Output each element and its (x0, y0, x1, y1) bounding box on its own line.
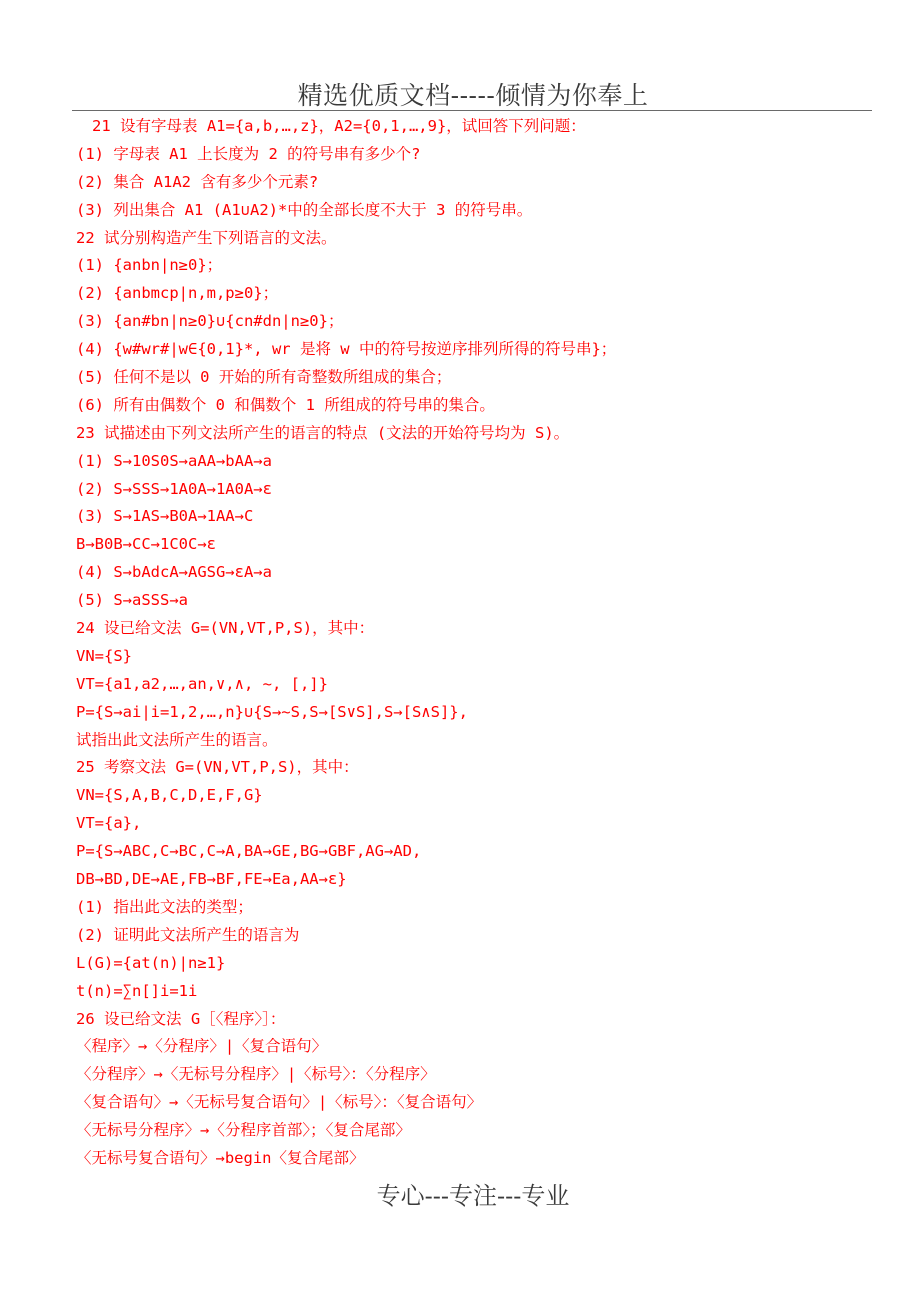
header-divider (72, 110, 872, 111)
text-line: (1) {anbn|n≥0}； (76, 256, 223, 275)
text-line: (5) S→aSSS→a (76, 591, 188, 610)
question-24-line: 24 设已给文法 G=(VN,VT,P,S)，其中： (76, 619, 375, 638)
text-line: 〈分程序〉→〈无标号分程序〉|〈标号〉：〈分程序〉 (76, 1065, 436, 1084)
text-line: DB→BD,DE→AE,FB→BF,FE→Ea,AA→ε} (76, 870, 347, 889)
text-line: VN={S} (76, 646, 132, 665)
text-line: VN={S,A,B,C,D,E,F,G} (76, 786, 263, 805)
question-25-line: 25 考察文法 G=(VN,VT,P,S)，其中： (76, 758, 359, 777)
text-line: t(n)=∑n[]i=1i (76, 981, 198, 1000)
text-line: 〈复合语句〉→〈无标号复合语句〉|〈标号〉：〈复合语句〉 (76, 1093, 483, 1112)
text-line: P={S→ai|i=1,2,…,n}∪{S→~S,S→[S∨S],S→[S∧S]}, (76, 702, 468, 721)
text-line: (2) S→SSS→1A0A→1A0A→ε (76, 479, 272, 498)
question-26-line: 26 设已给文法 G［〈程序〉］： (76, 1009, 286, 1028)
text-line: (4) S→bAdcA→AGSG→εA→a (76, 563, 272, 582)
question-23-line: 23 试描述由下列文法所产生的语言的特点 (文法的开始符号均为 S)。 (76, 423, 570, 442)
text-line: 〈程序〉→〈分程序〉|〈复合语句〉 (76, 1037, 328, 1056)
document-body (76, 113, 876, 1173)
text-line: (2) {anbmcp|n,m,p≥0}； (76, 284, 279, 303)
text-line: (2) 集合 A1A2 含有多少个元素? (76, 172, 319, 191)
text-line: B→B0B→CC→1C0C→ε (76, 535, 216, 554)
text-line: (4) {w#wr#|w∈{0,1}*, wr 是将 w 中的符号按逆序排列所得的符号串}； (76, 340, 617, 359)
text-line: (3) {an#bn|n≥0}∪{cn#dn|n≥0}； (76, 312, 344, 331)
text-line: (1) 指出此文法的类型； (76, 897, 253, 916)
text-line: L(G)={at(n)|n≥1} (76, 953, 226, 972)
text-line: (2) 证明此文法所产生的语言为 (76, 925, 300, 944)
text-line: (3) 列出集合 A1 (A1∪A2)*中的全部长度不大于 3 的符号串。 (76, 200, 533, 219)
text-line: 试指出此文法所产生的语言。 (76, 730, 278, 749)
page-header: 精选优质文档-----倾情为你奉上 (297, 81, 649, 110)
text-line: VT={a}, (76, 814, 142, 833)
text-line: (6) 所有由偶数个 0 和偶数个 1 所组成的符号串的集合。 (76, 395, 495, 414)
text-line: 〈无标号分程序〉→〈分程序首部〉；〈复合尾部〉 (76, 1121, 411, 1140)
question-21-line: 21 设有字母表 A1={a,b,…,z}，A2={0,1,…,9}，试回答下列问题： (92, 117, 586, 135)
text-line: 〈无标号复合语句〉→begin〈复合尾部〉 (76, 1148, 365, 1167)
text-line: (3) S→1AS→B0A→1AA→C (76, 507, 254, 526)
text-line: VT={a1,a2,…,an,∨,∧, ~, [,]} (76, 674, 328, 693)
page-footer: 专心---专注---专业 (376, 1182, 570, 1210)
text-line: (1) 字母表 A1 上长度为 2 的符号串有多少个? (76, 144, 421, 163)
question-22-line: 22 试分别构造产生下列语言的文法。 (76, 228, 337, 247)
text-line: (5) 任何不是以 0 开始的所有奇整数所组成的集合； (76, 368, 452, 387)
text-line: P={S→ABC,C→BC,C→A,BA→GE,BG→GBF,AG→AD, (76, 842, 422, 861)
text-line: (1) S→10S0S→aAA→bAA→a (76, 451, 272, 470)
